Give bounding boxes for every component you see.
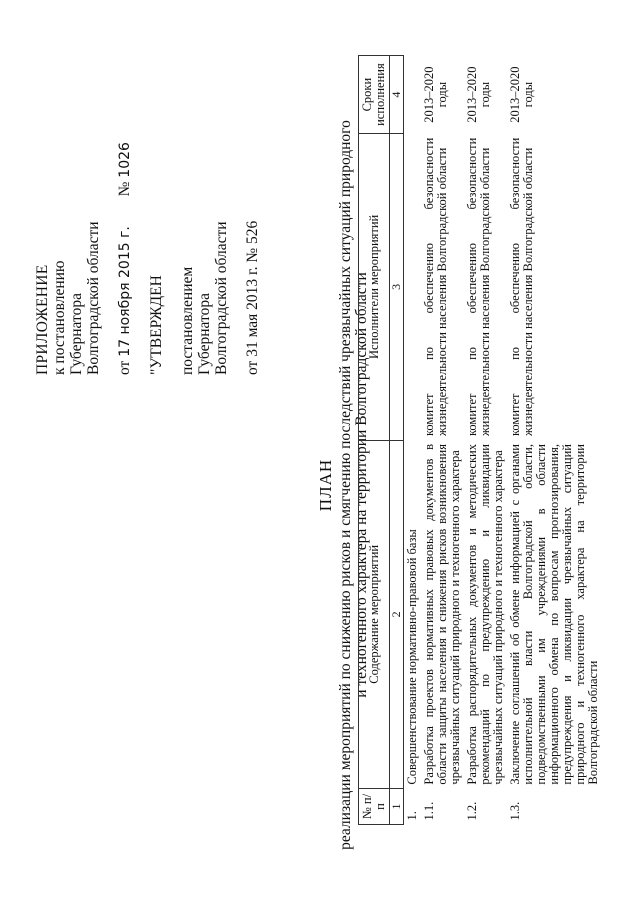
column-number: 4 <box>390 56 404 134</box>
column-number-row <box>390 56 404 825</box>
table-header-row <box>359 56 390 825</box>
original-decree-line: от 31 мая 2013 г. № 526 <box>244 220 261 375</box>
row-term: 2013–2020 годы <box>465 66 492 123</box>
table-row <box>507 56 602 825</box>
approval-block <box>34 25 261 375</box>
decree-number: 1026 <box>117 142 133 178</box>
row-executors: комитет по обеспечению безопасности жизнедеятельности населения Волгоградской области <box>508 137 535 437</box>
column-header: Исполнители мероприятий <box>359 134 390 440</box>
table-row <box>464 56 507 825</box>
row-content: Заключение соглашений об обмене информацией с органами исполнительной власти Волгоградской области, подведомственными им учреждениями в области информационного обмена по вопросам прогнозирования, предупреждения и ликвидации чрезвычайных ситуаций природного и техногенного характера на территории Волгоградской области <box>508 444 600 785</box>
number-prefix: № <box>116 181 133 197</box>
approval-line: Волгоградской области <box>85 221 102 375</box>
row-number: 1.3. <box>508 801 522 821</box>
appendix-title: ПРИЛОЖЕНИЕ <box>34 264 51 375</box>
approved-heading: "УТВЕРЖДЕН <box>148 275 165 375</box>
row-number: 1.2. <box>465 801 479 821</box>
column-header: Содержание мероприятий <box>359 440 390 789</box>
section-number: 1. <box>405 811 419 821</box>
section-row <box>404 56 422 825</box>
section-title: Совершенствование нормативно-правовой базы <box>405 529 419 785</box>
plan-title: ПЛАН <box>316 458 335 512</box>
decree-date: 17 ноября 2015 г. <box>117 226 133 357</box>
row-term: 2013–2020 годы <box>422 66 449 123</box>
table-row <box>421 56 464 825</box>
row-content: Разработка проектов нормативных правовых документов в области защиты населения и снижения рисков возникновения чрезвычайных ситуаций природного и техногенного характера <box>422 444 462 785</box>
plan-table <box>358 55 602 825</box>
approval-line: Губернатора <box>196 293 213 375</box>
plan-subtitle: реализации мероприятий по снижению рисков и смягчению последствий чрезвычайных ситуаций природного <box>337 120 354 850</box>
row-executors: комитет по обеспечению безопасности жизнедеятельности населения Волгоградской области <box>465 137 492 437</box>
date-prefix: от <box>116 360 133 375</box>
decree-date-line <box>116 25 134 375</box>
approval-line: Губернатора <box>68 293 85 375</box>
row-term: 2013–2020 годы <box>508 66 535 123</box>
row-content: Разработка распорядительных документов и методических рекомендаций по предупреждению и ликвидации чрезвычайных ситуаций природного и техногенного характера <box>465 444 505 785</box>
column-number: 2 <box>390 440 404 789</box>
column-number: 3 <box>390 134 404 440</box>
row-executors: комитет по обеспечению безопасности жизнедеятельности населения Волгоградской области <box>422 137 449 437</box>
approval-line: Волгоградской области <box>213 221 230 375</box>
row-number: 1.1. <box>422 801 436 821</box>
column-header: № п/п <box>359 789 390 825</box>
plan-subtitle: и техногенного характера на территории Волгоградской области <box>353 272 370 698</box>
column-header: Сроки исполнения <box>359 56 390 134</box>
column-number: 1 <box>390 789 404 825</box>
approval-line: постановлением <box>179 266 196 375</box>
approval-line: к постановлению <box>51 260 68 375</box>
